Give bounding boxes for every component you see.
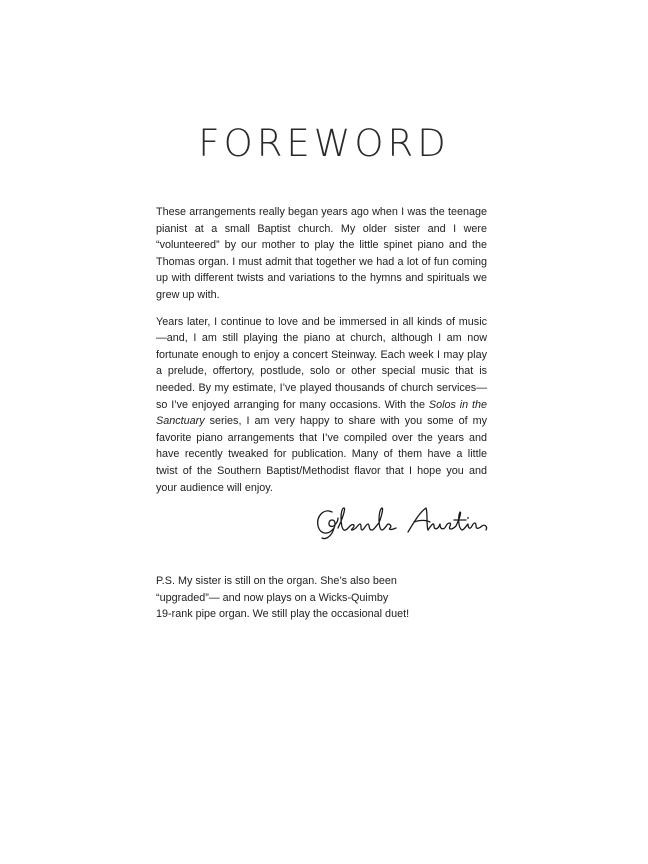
- postscript-line-3: 19-rank pipe organ. We still play the occasional duet!: [156, 608, 410, 621]
- paragraph-2: [156, 314, 487, 497]
- paragraph-2-after: series, I am very happy to share with you some of my favorite piano arrangements that I’ve compiled over the years and have recently tweaked for publication. Many of them have a little twist of the Southern Baptist/Methodist flavor that I hope you and your audience will enjoy.: [156, 415, 487, 494]
- paragraph-1: These arrangements really began years ago when I was the teenage pianist at a small Baptist church. My older sister and I were “volunteered” by our mother to play the little spinet piano and the Thomas organ. I must admit that together we had a lot of fun coming up with different twists and variations to the hymns and spirituals we grew up with.: [156, 206, 487, 301]
- page-title: FOREWORD: [198, 122, 450, 165]
- series-title: Solos in the Sanctuary: [156, 398, 488, 428]
- signature: [310, 500, 490, 544]
- postscript-line-1: P.S. My sister is still on the organ. She’s also been: [156, 575, 397, 587]
- paragraph-2-before: Years later, I continue to love and be immersed in all kinds of music—and, I am still playing the piano at church, although I am now fortunate enough to enjoy a concert Steinway. Each week I may play a prelude, offertory, postlude, solo or other special music that is needed. By my estimate, I’ve played thousands of church services—so I’ve enjoyed arranging for many occasions. With the: [156, 315, 487, 411]
- postscript-line-2: “upgraded”— and now plays on a Wicks-Quimby: [156, 591, 389, 604]
- foreword-body: [156, 204, 487, 506]
- postscript: [156, 573, 456, 623]
